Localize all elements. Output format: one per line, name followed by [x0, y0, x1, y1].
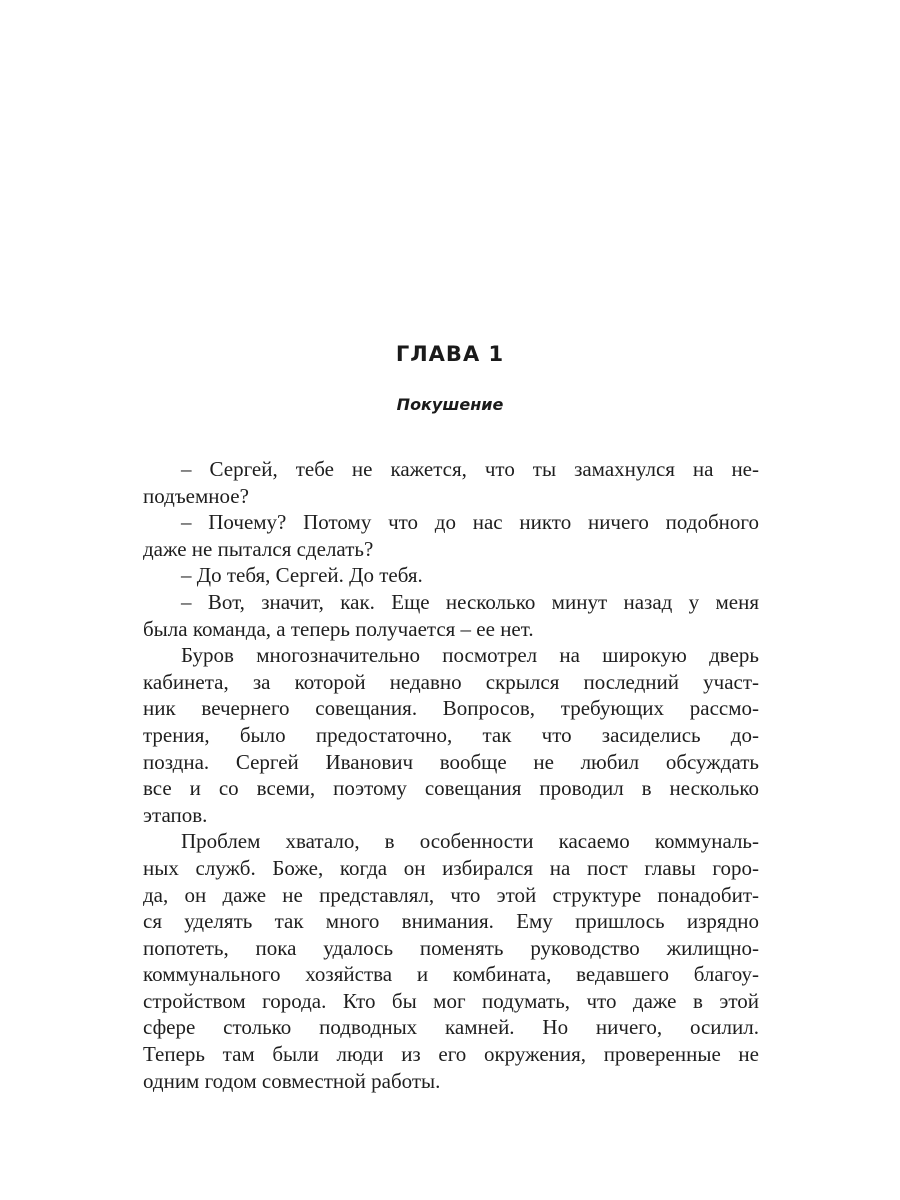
text-line: подъемное? — [143, 483, 249, 508]
text-line: Теперь там были люди из его окружения, проверенные не — [143, 1042, 759, 1067]
chapter-subtitle: Покушение — [396, 395, 504, 414]
text-line: одним годом совместной работы. — [143, 1068, 441, 1093]
text-line: да, он даже не представлял, что этой структуре понадобит- — [143, 882, 759, 907]
text-line: Буров многозначительно посмотрел на широкую дверь — [181, 643, 759, 668]
text-line: Проблем хватало, в особенности касаемо коммуналь- — [181, 829, 759, 854]
text-line: ник вечернего совещания. Вопросов, требующих рассмо- — [143, 696, 759, 721]
text-line: кабинета, за которой недавно скрылся последний участ- — [143, 669, 759, 694]
text-line: все и со всеми, поэтому совещания проводил в несколько — [143, 776, 759, 801]
text-line: сфере столько подводных камней. Но ничего, осилил. — [143, 1015, 759, 1040]
text-line: трения, было предостаточно, так что засиделись до- — [143, 722, 759, 747]
text-line: была команда, а теперь получается – ее нет. — [143, 616, 534, 641]
text-line: ся уделять так много внимания. Ему пришлось изрядно — [143, 909, 759, 934]
text-line: стройством города. Кто бы мог подумать, что даже в этой — [143, 988, 759, 1013]
text-line: ных служб. Боже, когда он избирался на пост главы горо- — [143, 855, 759, 880]
text-line: – Почему? Потому что до нас никто ничего подобного — [181, 510, 759, 535]
body-text — [143, 456, 759, 1094]
text-line: – До тебя, Сергей. До тебя. — [181, 563, 423, 588]
text-line: этапов. — [143, 802, 208, 827]
text-line: даже не пытался сделать? — [143, 536, 374, 561]
text-line: коммунального хозяйства и комбината, ведавшего благоу- — [143, 962, 759, 987]
text-line: – Сергей, тебе не кажется, что ты замахнулся на не- — [181, 457, 759, 481]
text-line: поздна. Сергей Иванович вообще не любил обсуждать — [143, 749, 759, 774]
text-line: – Вот, значит, как. Еще несколько минут назад у меня — [181, 589, 759, 614]
text-line: попотеть, пока удалось поменять руководство жилищно- — [143, 935, 759, 960]
chapter-title: ГЛАВА 1 — [395, 342, 505, 366]
